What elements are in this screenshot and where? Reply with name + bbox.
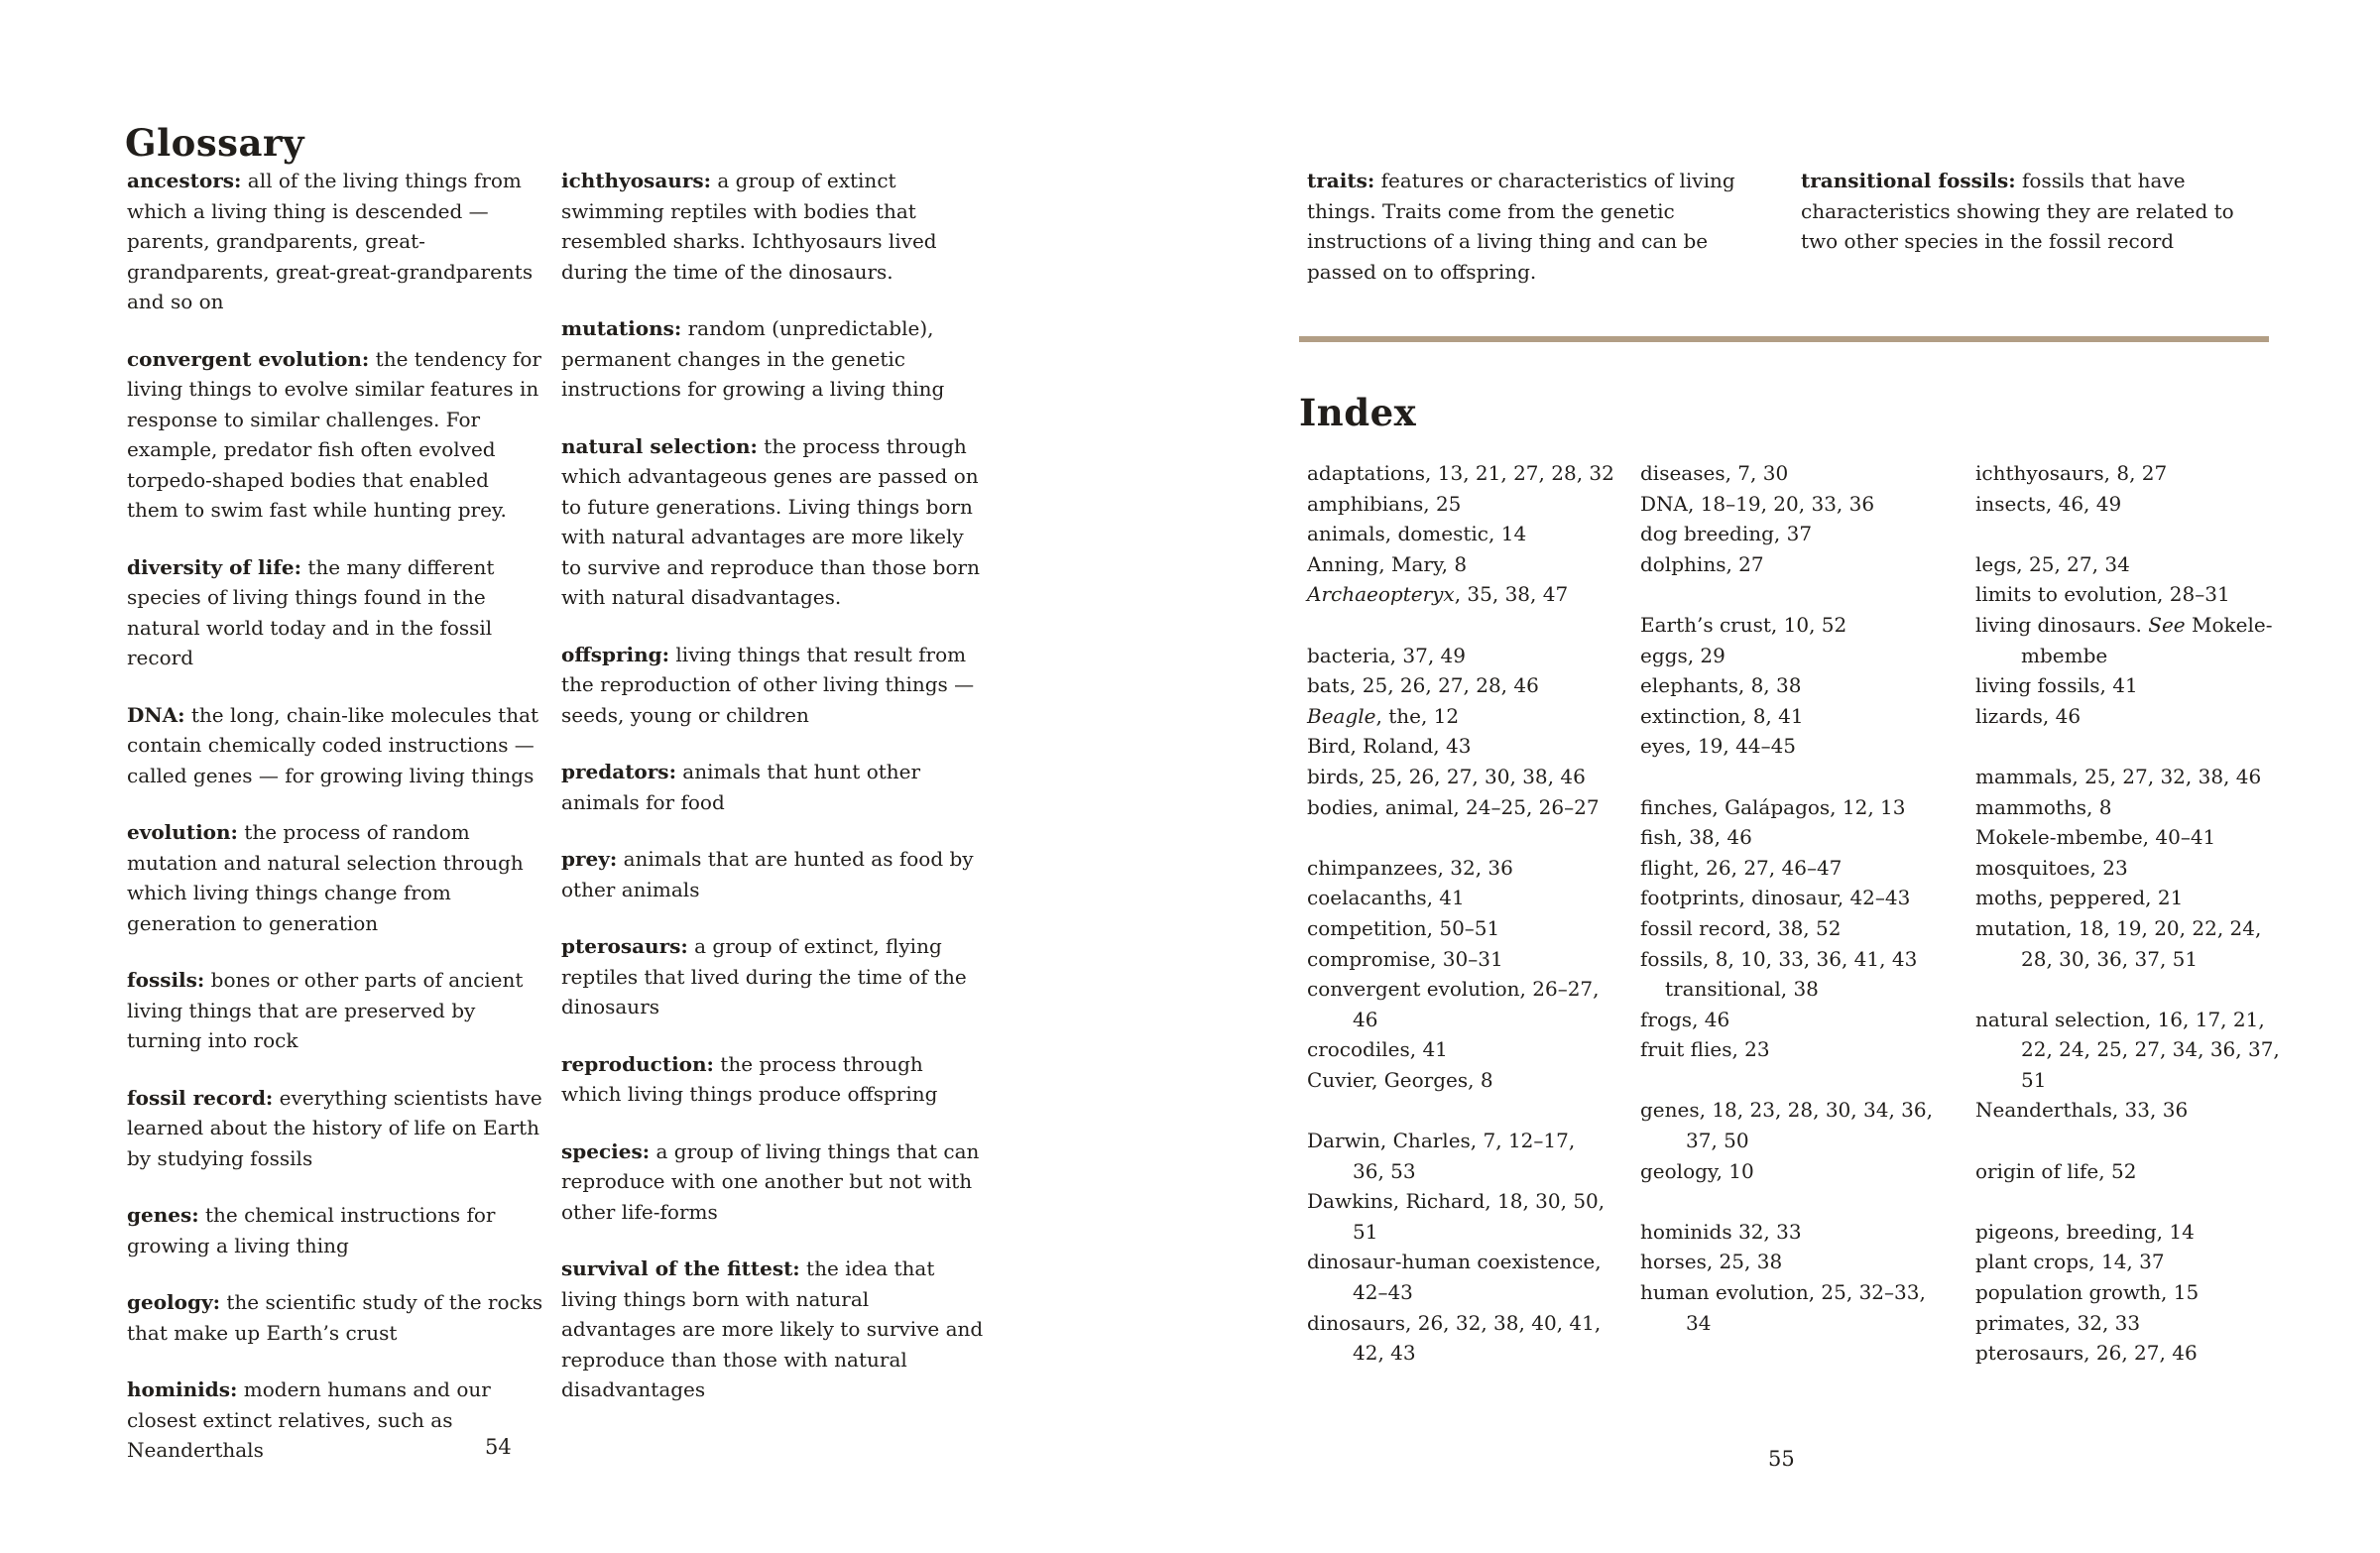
index-entry-line: genes, 18, 23, 28, 30, 34, 36, — [1640, 1098, 1933, 1123]
index-entry-line: Archaeopteryx, 35, 38, 47 — [1307, 582, 1569, 607]
glossary-entry — [127, 166, 543, 317]
index-entry-line: chimpanzees, 32, 36 — [1307, 855, 1513, 880]
index-entry-line: dinosaur-human coexistence, — [1307, 1250, 1602, 1274]
index-title: Index — [1299, 391, 1417, 434]
glossary-column-4 — [1801, 166, 2243, 284]
index-group — [1975, 762, 2309, 974]
index-entry-line: birds, 25, 26, 27, 30, 38, 46 — [1307, 764, 1586, 788]
index-entry-line: dolphins, 27 — [1640, 551, 1764, 576]
index-entry-line: 34 — [1686, 1310, 1712, 1335]
index-entry-line: mosquitoes, 23 — [1975, 855, 2128, 880]
index-entry-line: 42–43 — [1353, 1280, 1413, 1305]
index-entry-line: eggs, 29 — [1640, 643, 1726, 667]
glossary-entry — [127, 344, 543, 526]
index-entry-line: Neanderthals, 33, 36 — [1975, 1098, 2189, 1123]
glossary-term: fossils: — [127, 968, 205, 992]
glossary-entry — [127, 817, 543, 938]
index-entry-line: mammals, 25, 27, 32, 38, 46 — [1975, 764, 2262, 788]
index-entry-line: Cuvier, Georges, 8 — [1307, 1067, 1493, 1092]
index-group — [1975, 1217, 2309, 1369]
index-entry-line: origin of life, 52 — [1975, 1158, 2137, 1183]
glossary-definition: features or characteristics of living things. Traits come from the genetic instructions of a living thing and can be passed on to offspring. — [1307, 169, 1735, 284]
index-entry-line: elephants, 8, 38 — [1640, 673, 1802, 698]
index-entry-line: dinosaurs, 26, 32, 38, 40, 41, — [1307, 1310, 1602, 1335]
index-entry-line: plant crops, 14, 37 — [1975, 1250, 2165, 1274]
index-entry-line: 37, 50 — [1686, 1129, 1749, 1153]
glossary-entry — [561, 1049, 984, 1110]
glossary-entry — [127, 1083, 543, 1174]
index-entry-line: horses, 25, 38 — [1640, 1250, 1783, 1274]
index-entry-line: lizards, 46 — [1975, 703, 2082, 728]
glossary-term: prey: — [561, 847, 618, 871]
index-entry-line: pigeons, breeding, 14 — [1975, 1219, 2195, 1244]
index-entry-line: mutation, 18, 19, 20, 22, 24, — [1975, 915, 2262, 940]
glossary-definition: everything scientists have learned about the history of life on Earth by studying fossils — [127, 1085, 542, 1170]
index-entry-line: flight, 26, 27, 46–47 — [1640, 855, 1843, 880]
index-entry-line: fossil record, 38, 52 — [1640, 915, 1842, 940]
glossary-term: genes: — [127, 1203, 199, 1227]
glossary-entry — [127, 700, 543, 791]
index-entry-line: ichthyosaurs, 8, 27 — [1975, 461, 2168, 485]
index-entry-line: Bird, Roland, 43 — [1307, 734, 1472, 759]
glossary-definition: all of the living things from which a living thing is descended — parents, grandparents, great-grandparents, great-great-grandparents and so on — [127, 169, 534, 313]
glossary-definition: living things that result from the reproduction of other living things — seeds, young or children — [561, 642, 975, 727]
index-entry-line: 51 — [1353, 1219, 1378, 1244]
glossary-term: fossil record: — [127, 1085, 274, 1110]
index-entry-line: Dawkins, Richard, 18, 30, 50, — [1307, 1189, 1606, 1214]
index-entry-line: living fossils, 41 — [1975, 673, 2138, 698]
index-entry-line: 22, 24, 25, 27, 34, 36, 37, — [2021, 1037, 2280, 1062]
glossary-entry — [561, 640, 984, 731]
index-entry-line: crocodiles, 41 — [1307, 1037, 1448, 1062]
index-entry-line: 51 — [2021, 1067, 2047, 1092]
glossary-definition: the process through which advantageous genes are passed on to future generations. Living things born with natural advantages are more likely to survive and reproduce than those born with natural disadvantages. — [561, 433, 980, 609]
index-entry-line: extinction, 8, 41 — [1640, 703, 1804, 728]
glossary-term: predators: — [561, 760, 676, 783]
index-entry-line: DNA, 18–19, 20, 33, 36 — [1640, 491, 1875, 516]
index-entry-line: human evolution, 25, 32–33, — [1640, 1280, 1926, 1305]
glossary-definition: animals that are hunted as food by other animals — [561, 847, 974, 901]
index-entry-line: Darwin, Charles, 7, 12–17, — [1307, 1129, 1576, 1153]
glossary-term: transitional fossils: — [1801, 169, 2016, 192]
index-group — [1307, 641, 1636, 823]
index-entry-line: insects, 46, 49 — [1975, 491, 2122, 516]
glossary-entry — [561, 166, 984, 287]
glossary-term: traits: — [1307, 169, 1375, 192]
glossary-entry — [1307, 166, 1743, 287]
glossary-term: hominids: — [127, 1377, 238, 1401]
glossary-entry — [561, 1254, 984, 1405]
glossary-column-2 — [561, 166, 984, 1432]
index-entry-line: 46 — [1353, 1007, 1378, 1031]
glossary-term: ancestors: — [127, 169, 242, 192]
index-entry-line: 36, 53 — [1353, 1158, 1416, 1183]
glossary-definition: a group of extinct swimming reptiles with bodies that resembled sharks. Ichthyosaurs lived during the time of the dinosaurs. — [561, 169, 937, 284]
glossary-term: natural selection: — [561, 433, 758, 458]
index-group — [1640, 1095, 1969, 1186]
index-group — [1307, 458, 1636, 610]
glossary-definition: random (unpredictable), permanent changes in the genetic instructions for growing a living thing — [561, 316, 945, 401]
glossary-term: diversity of life: — [127, 554, 301, 579]
glossary-entry — [127, 1287, 543, 1348]
index-group — [1975, 458, 2309, 519]
index-entry-line: dog breeding, 37 — [1640, 522, 1813, 546]
index-entry-line: 28, 30, 36, 37, 51 — [2021, 946, 2199, 971]
glossary-definition: a group of living things that can reproduce with one another but not with other life-forms — [561, 1138, 980, 1224]
index-entry-line: hominids 32, 33 — [1640, 1219, 1802, 1244]
glossary-definition: the process through which living things produce offspring — [561, 1051, 938, 1106]
index-group — [1307, 1126, 1636, 1369]
index-column-1 — [1307, 458, 1636, 1398]
glossary-entry — [561, 757, 984, 817]
index-entry-line: finches, Galápagos, 12, 13 — [1640, 794, 1906, 819]
glossary-definition: animals that hunt other animals for food — [561, 760, 921, 814]
glossary-entry — [127, 965, 543, 1056]
glossary-entry — [127, 1200, 543, 1260]
index-entry-line: compromise, 30–31 — [1307, 946, 1503, 971]
glossary-entry — [561, 844, 984, 904]
index-entry-line: pterosaurs, 26, 27, 46 — [1975, 1341, 2198, 1366]
index-entry-line: living dinosaurs. See Mokele- — [1975, 612, 2273, 637]
glossary-definition: the long, chain-like molecules that contain chemically coded instructions — called genes — for growing living things — [127, 702, 539, 787]
index-entry-line: fruit flies, 23 — [1640, 1037, 1770, 1062]
index-column-3 — [1975, 458, 2309, 1398]
glossary-column-3 — [1307, 166, 1743, 313]
index-entry-line: footprints, dinosaur, 42–43 — [1640, 886, 1911, 910]
index-entry-line: fish, 38, 46 — [1640, 825, 1752, 850]
glossary-entry — [561, 1136, 984, 1228]
index-entry-line: Anning, Mary, 8 — [1307, 551, 1468, 576]
glossary-term: survival of the fittest: — [561, 1256, 800, 1280]
glossary-term: evolution: — [127, 820, 238, 844]
glossary-term: ichthyosaurs: — [561, 169, 711, 192]
glossary-definition: the many different species of living things found in the natural world today and in the fossil record — [127, 554, 495, 669]
glossary-entry — [561, 313, 984, 405]
glossary-definition: a group of extinct, flying reptiles that lived during the time of the dinosaurs — [561, 934, 967, 1018]
index-entry-line: 42, 43 — [1353, 1341, 1416, 1366]
index-group — [1975, 1005, 2309, 1126]
glossary-definition: the idea that living things born with natural advantages are more likely to survive and reproduce than those with natural disadvantages — [561, 1256, 984, 1401]
index-group — [1640, 610, 1969, 762]
index-entry-line: frogs, 46 — [1640, 1007, 1730, 1031]
glossary-term: pterosaurs: — [561, 934, 688, 958]
index-entry-line: transitional, 38 — [1665, 977, 1819, 1002]
glossary-definition: the scientific study of the rocks that make up Earth’s crust — [127, 1290, 543, 1345]
index-entry-line: animals, domestic, 14 — [1307, 522, 1527, 546]
index-entry-line: geology, 10 — [1640, 1158, 1754, 1183]
glossary-term: geology: — [127, 1290, 220, 1314]
index-entry-line: Beagle, the, 12 — [1307, 703, 1460, 728]
index-entry-line: natural selection, 16, 17, 21, — [1975, 1007, 2265, 1031]
index-entry-line: coelacanths, 41 — [1307, 886, 1465, 910]
index-entry-line: moths, peppered, 21 — [1975, 886, 2184, 910]
index-entry-line: eyes, 19, 44–45 — [1640, 734, 1797, 759]
index-group — [1640, 458, 1969, 579]
index-divider-rule — [1299, 336, 2269, 342]
glossary-term: mutations: — [561, 316, 682, 340]
glossary-entry — [127, 552, 543, 673]
page-number-right: 55 — [1768, 1447, 1795, 1471]
glossary-definition: fossils that have characteristics showing they are related to two other species in the fossil record — [1801, 169, 2234, 253]
index-entry-line: mbembe — [2021, 643, 2108, 667]
index-entry-line: competition, 50–51 — [1307, 915, 1500, 940]
index-entry-line: diseases, 7, 30 — [1640, 461, 1789, 485]
glossary-definition: bones or other parts of ancient living things that are preserved by turning into rock — [127, 968, 524, 1052]
page-number-left: 54 — [485, 1435, 512, 1459]
index-entry-line: Earth’s crust, 10, 52 — [1640, 612, 1847, 637]
index-entry-line: amphibians, 25 — [1307, 491, 1462, 516]
index-group — [1307, 853, 1636, 1096]
index-entry-line: bacteria, 37, 49 — [1307, 643, 1467, 667]
index-entry-line: legs, 25, 27, 34 — [1975, 551, 2130, 576]
index-group — [1640, 1217, 1969, 1338]
index-entry-line: primates, 32, 33 — [1975, 1310, 2141, 1335]
glossary-definition: the process of random mutation and natural selection through which living things change from generation to generation — [127, 820, 524, 935]
glossary-column-1 — [127, 166, 543, 1493]
glossary-term: offspring: — [561, 642, 670, 666]
index-entry-line: Mokele-mbembe, 40–41 — [1975, 825, 2216, 850]
glossary-term: reproduction: — [561, 1051, 714, 1076]
index-entry-line: population growth, 15 — [1975, 1280, 2200, 1305]
index-group — [1640, 792, 1969, 1065]
index-entry-line: mammoths, 8 — [1975, 794, 2112, 819]
glossary-entry — [1801, 166, 2243, 257]
index-entry-line: limits to evolution, 28–31 — [1975, 582, 2230, 607]
glossary-definition: the chemical instructions for growing a living thing — [127, 1203, 496, 1257]
index-group — [1975, 1156, 2309, 1187]
index-entry-line: convergent evolution, 26–27, — [1307, 977, 1600, 1002]
glossary-entry — [561, 931, 984, 1022]
glossary-title: Glossary — [125, 121, 304, 165]
index-entry-line: bodies, animal, 24–25, 26–27 — [1307, 794, 1600, 819]
glossary-term: species: — [561, 1138, 651, 1163]
glossary-term: convergent evolution: — [127, 346, 370, 371]
index-group — [1975, 549, 2309, 732]
index-entry-line: bats, 25, 26, 27, 28, 46 — [1307, 673, 1539, 698]
glossary-entry — [561, 431, 984, 613]
index-column-2 — [1640, 458, 1969, 1369]
glossary-term: DNA: — [127, 702, 185, 727]
glossary-definition: the tendency for living things to evolve similar features in response to similar challenges. For example, predator fish often evolved torpedo-shaped bodies that enabled them to swim fast while hunting prey. — [127, 346, 541, 522]
glossary-definition: modern humans and our closest extinct relatives, such as Neanderthals — [127, 1377, 491, 1462]
index-entry-line: adaptations, 13, 21, 27, 28, 32 — [1307, 461, 1614, 485]
glossary-entry — [127, 1374, 543, 1466]
index-entry-line: fossils, 8, 10, 33, 36, 41, 43 — [1640, 946, 1918, 971]
